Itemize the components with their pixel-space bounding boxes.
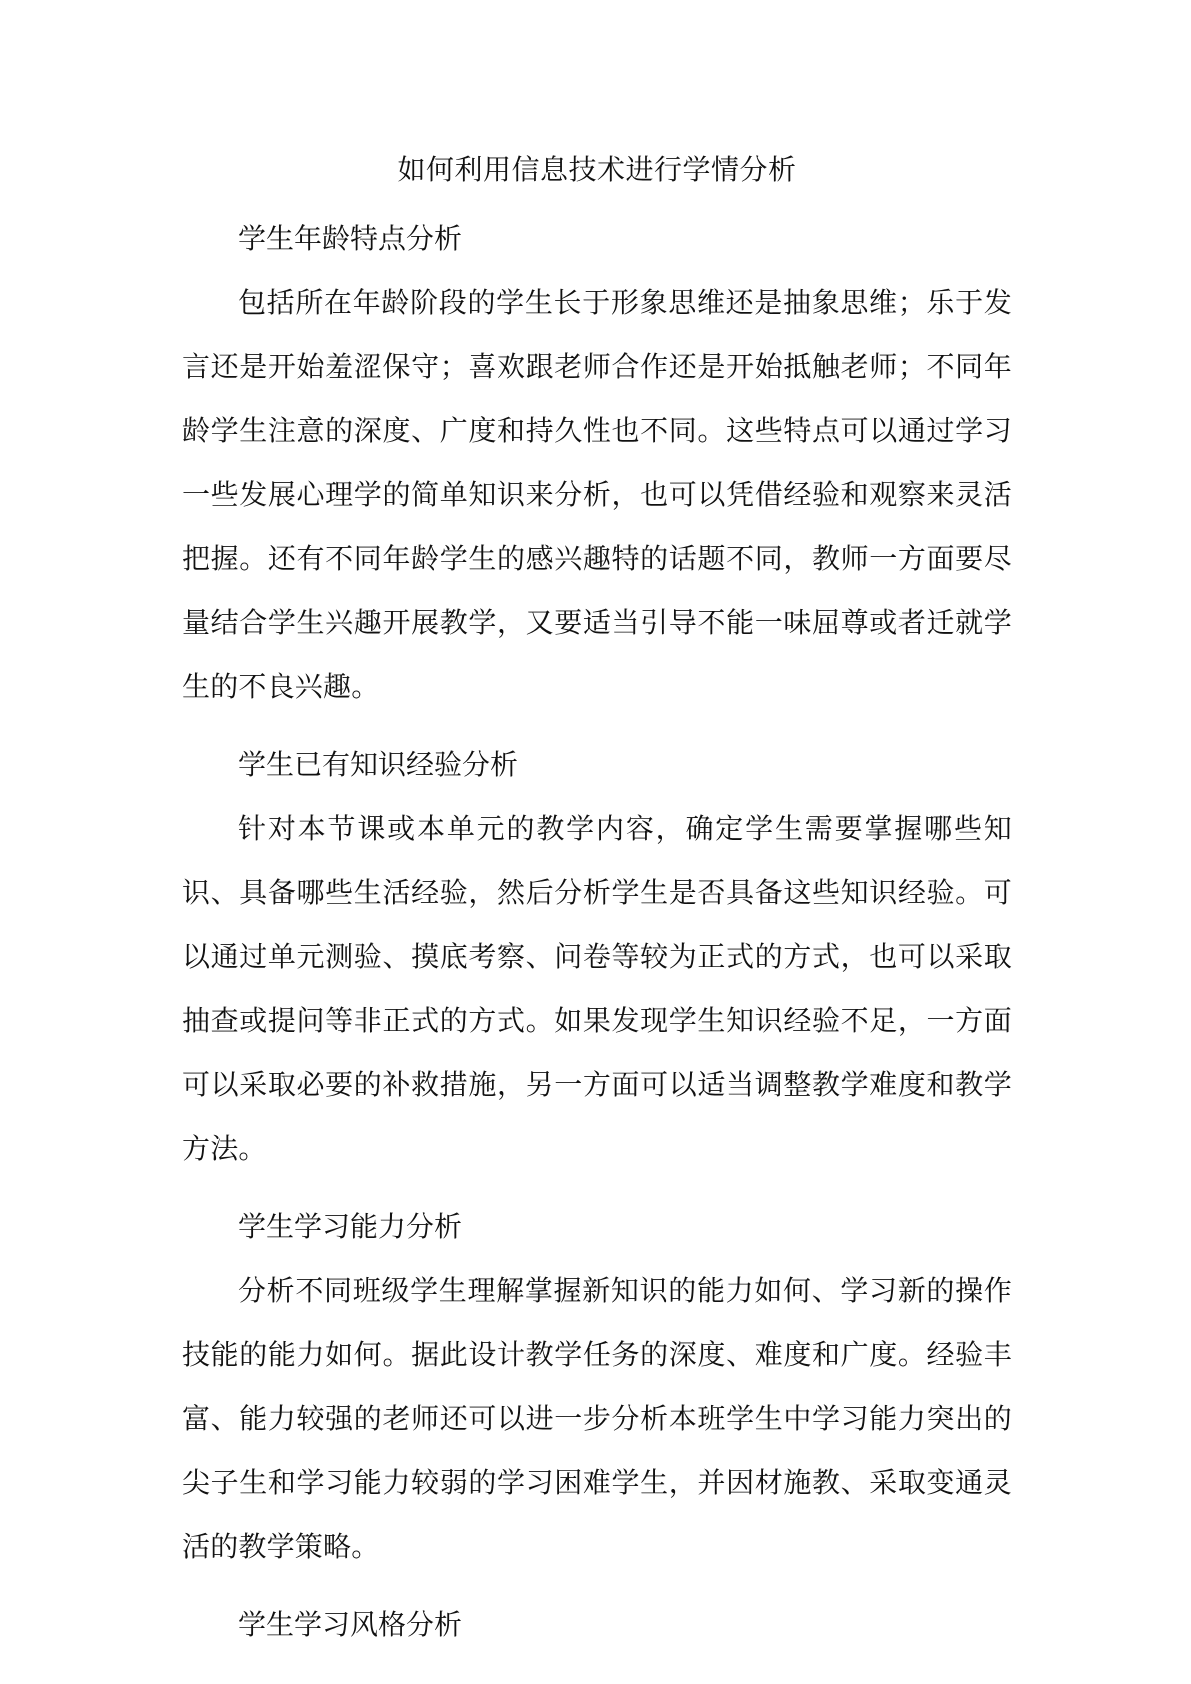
section-paragraph-learning-ability: 分析不同班级学生理解掌握新知识的能力如何、学习新的操作技能的能力如何。据此设计教学任务的深度、难度和广度。经验丰富、能力较强的老师还可以进一步分析本班学生中学习能力突出的尖子生和学习能力较弱的学习困难学生，并因材施教、采取变通灵活的教学策略。 [182,1274,1012,1563]
document-title: 如何利用信息技术进行学情分析 [397,153,797,186]
section-heading-learning-style: 学生学习风格分析 [238,1608,463,1641]
section-heading-age: 学生年龄特点分析 [238,222,463,255]
section-paragraph-age: 包括所在年龄阶段的学生长于形象思维还是抽象思维；乐于发言还是开始羞涩保守；喜欢跟老师合作还是开始抵触老师；不同年龄学生注意的深度、广度和持久性也不同。这些特点可以通过学习一些发展心理学的简单知识来分析，也可以凭借经验和观察来灵活把握。还有不同年龄学生的感兴趣特的话题不同，教师一方面要尽量结合学生兴趣开展教学，又要适当引导不能一味屈尊或者迁就学生的不良兴趣。 [182,286,1012,703]
section-heading-learning-ability: 学生学习能力分析 [238,1210,463,1243]
document-body [182,147,1012,1657]
section-paragraph-prior-knowledge: 针对本节课或本单元的教学内容，确定学生需要掌握哪些知识、具备哪些生活经验，然后分析学生是否具备这些知识经验。可以通过单元测验、摸底考察、问卷等较为正式的方式，也可以采取抽查或提问等非正式的方式。如果发现学生知识经验不足，一方面可以采取必要的补救措施，另一方面可以适当调整教学难度和教学方法。 [182,812,1012,1165]
section-heading-prior-knowledge: 学生已有知识经验分析 [238,748,519,781]
